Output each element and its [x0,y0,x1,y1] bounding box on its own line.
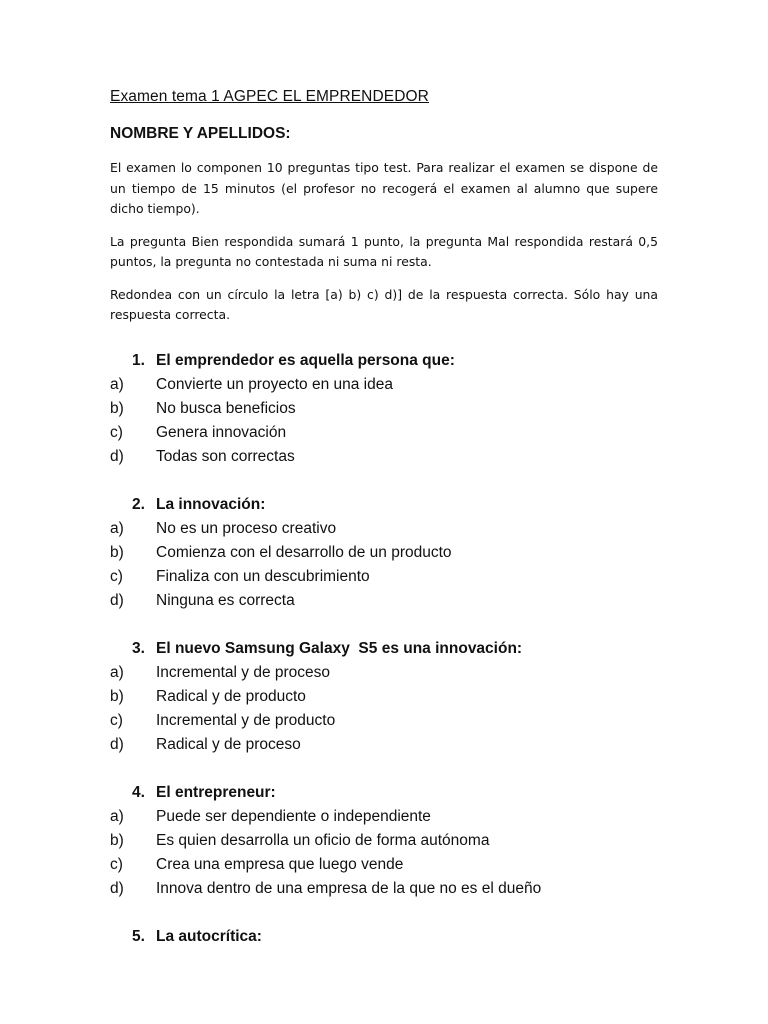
option-text: Finaliza con un descubrimiento [156,567,370,585]
option-text: Incremental y de producto [156,711,336,729]
answer-option[interactable] [110,517,658,541]
option-letter[interactable]: c) [110,567,123,585]
option-letter[interactable]: d) [110,879,124,897]
question-text: La innovación: [156,495,266,513]
answer-option[interactable] [110,853,658,877]
option-text: Es quien desarrolla un oficio de forma autónoma [156,831,490,849]
option-text: Radical y de producto [156,687,306,705]
option-letter[interactable]: a) [110,807,124,825]
option-text: Ninguna es correcta [156,591,295,609]
question-number: 3. [132,639,145,657]
question-number: 5. [132,927,145,945]
option-text: Comienza con el desarrollo de un producto [156,543,452,561]
option-letter[interactable]: d) [110,735,124,753]
option-text: Crea una empresa que luego vende [156,855,404,873]
answer-option[interactable] [110,661,658,685]
option-letter[interactable]: a) [110,663,124,681]
question-text: La autocrítica: [156,927,262,945]
option-letter[interactable]: a) [110,375,124,393]
question-text: El emprendedor es aquella persona que: [156,351,455,369]
answer-option[interactable] [110,877,658,901]
question-heading [110,637,658,661]
option-text: Innova dentro de una empresa de la que no es el dueño [156,879,542,897]
option-letter[interactable]: d) [110,591,124,609]
option-letter[interactable]: c) [110,711,123,729]
option-text: Radical y de proceso [156,735,301,753]
answer-option[interactable] [110,445,658,469]
answer-option[interactable] [110,685,658,709]
answer-option[interactable] [110,541,658,565]
option-letter[interactable]: b) [110,831,124,849]
exam-title: Examen tema 1 AGPEC EL EMPRENDEDOR [110,88,429,105]
answer-option[interactable] [110,565,658,589]
question-number: 4. [132,783,145,801]
question-heading [110,925,658,949]
question-heading [110,493,658,517]
option-text: Puede ser dependiente o independiente [156,807,431,825]
question-5 [110,925,658,949]
answer-option[interactable] [110,373,658,397]
answer-instructions-paragraph: Redondea con un círculo la letra [a) b) c) d)] de la respuesta correcta. Sólo hay una respuesta correcta. [110,286,658,322]
answer-option[interactable] [110,805,658,829]
answer-option[interactable] [110,397,658,421]
question-1 [110,349,658,469]
option-text: No busca beneficios [156,399,296,417]
option-letter[interactable]: b) [110,687,124,705]
option-text: Todas son correctas [156,447,295,465]
exam-page [110,86,658,949]
question-number: 1. [132,351,145,369]
option-letter[interactable]: b) [110,399,124,417]
instructions-paragraph: El examen lo componen 10 preguntas tipo test. Para realizar el examen se dispone de un tiempo de 15 minutos (el profesor no recogerá el examen al alumno que supere dicho tiempo). [110,160,658,216]
question-heading [110,781,658,805]
scoring-paragraph: La pregunta Bien respondida sumará 1 punto, la pregunta Mal respondida restará 0,5 puntos, la pregunta no contestada ni suma ni resta. [110,233,658,269]
question-number: 2. [132,495,145,513]
answer-option[interactable] [110,589,658,613]
answer-option[interactable] [110,829,658,853]
question-2 [110,493,658,613]
option-letter[interactable]: d) [110,447,124,465]
answer-option[interactable] [110,709,658,733]
option-text: No es un proceso creativo [156,519,337,537]
option-letter[interactable]: c) [110,855,123,873]
question-text: El nuevo Samsung Galaxy S5 es una innovación: [156,639,523,657]
option-text: Genera innovación [156,423,287,441]
name-label: NOMBRE Y APELLIDOS: [110,125,291,142]
answer-option[interactable] [110,733,658,757]
answer-option[interactable] [110,421,658,445]
option-text: Incremental y de proceso [156,663,331,681]
question-4 [110,781,658,901]
question-3 [110,637,658,757]
option-letter[interactable]: c) [110,423,123,441]
option-letter[interactable]: a) [110,519,124,537]
option-letter[interactable]: b) [110,543,124,561]
question-heading [110,349,658,373]
option-text: Convierte un proyecto en una idea [156,375,393,393]
question-text: El entrepreneur: [156,783,276,801]
